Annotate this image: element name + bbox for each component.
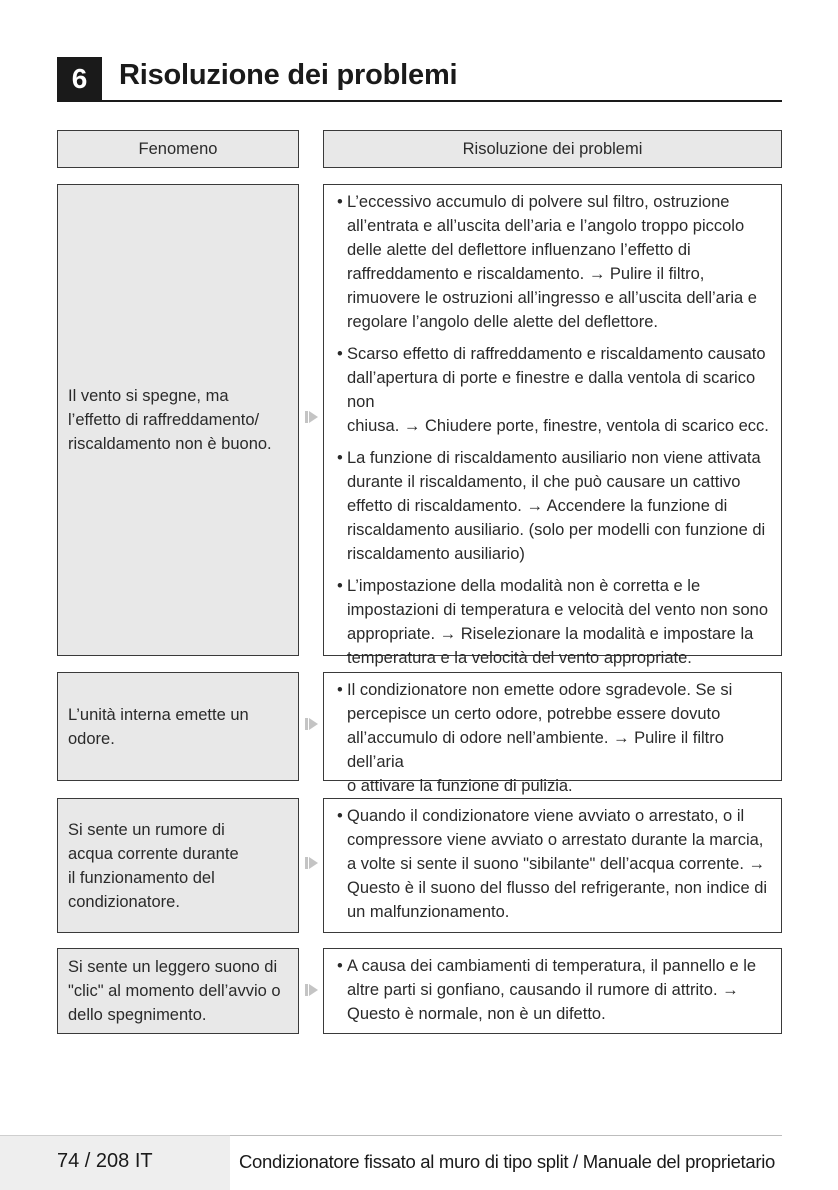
phenomenon-cell: [57, 184, 299, 656]
play-arrow-icon: [305, 410, 319, 424]
phenomenon-text: [68, 185, 286, 655]
text-line: a volte si sente il suono "sibilante" dell’acqua corrente. →: [347, 855, 766, 873]
text-line: dello spegnimento.: [68, 1006, 207, 1024]
text-line: Questo è normale, non è un difetto.: [347, 1005, 606, 1023]
text-line: un malfunzionamento.: [347, 903, 510, 921]
text-line: • Scarso effetto di raffreddamento e riscaldamento causato: [347, 345, 766, 363]
solution-item: [337, 954, 773, 1026]
text-line: all’accumulo di odore nell’ambiente. → Pulire il filtro dell’aria: [347, 729, 724, 771]
page-number: 74 / 208 IT: [57, 1150, 153, 1172]
play-arrow-icon: [305, 717, 319, 731]
text-line: l’effetto di raffreddamento/: [68, 411, 260, 429]
text-line: Si sente un leggero suono di: [68, 958, 278, 976]
text-line: compressore viene avviato o arrestato durante la marcia,: [347, 831, 764, 849]
solution-item: [337, 678, 773, 798]
play-arrow-icon: [305, 856, 319, 870]
text-line: percepisce un certo odore, potrebbe essere dovuto: [347, 705, 721, 723]
text-line: odore.: [68, 729, 115, 748]
phenomenon-text: [68, 949, 286, 1033]
text-line: impostazioni di temperatura e velocità del vento non sono: [347, 601, 768, 619]
phenomenon-cell: [57, 798, 299, 933]
text-line: appropriate. → Riselezionare la modalità e impostare la: [347, 625, 754, 643]
play-arrow-icon: [305, 983, 319, 997]
solution-cell: [323, 672, 782, 795]
text-line: o attivare la funzione di pulizia.: [347, 777, 573, 795]
footer-document-title: Condizionatore fissato al muro di tipo split / Manuale del proprietario: [239, 1151, 776, 1172]
text-line: rimuovere le ostruzioni all’ingresso e all’uscita dell’aria e: [347, 289, 757, 307]
text-line: • Il condizionatore non emette odore sgradevole. Se si: [347, 681, 733, 699]
text-line: regolare l’angolo delle alette del deflettore.: [347, 313, 658, 331]
text-line: • L’impostazione della modalità non è corretta e le: [347, 577, 701, 595]
text-line: riscaldamento non è buono.: [68, 435, 272, 453]
solution-item: [337, 190, 773, 334]
text-line: altre parti si gonfiano, causando il rumore di attrito. →: [347, 981, 739, 999]
chapter-number: 6: [57, 57, 102, 100]
text-line: raffreddamento e riscaldamento. → Pulire il filtro,: [347, 265, 705, 283]
page-title: Risoluzione dei problemi: [119, 59, 458, 91]
text-line: riscaldamento ausiliario. (solo per modelli con funzione di: [347, 521, 766, 539]
text-line: L’unità interna emette un: [68, 705, 249, 724]
chapter-header: [57, 57, 782, 102]
phenomenon-text: [68, 799, 286, 932]
text-line: effetto di riscaldamento. → Accendere la funzione di: [347, 497, 728, 515]
text-line: dall’apertura di porte e finestre e dalla ventola di scarico non: [347, 369, 756, 411]
text-line: condizionatore.: [68, 892, 180, 911]
text-line: "clic" al momento dell’avvio o: [68, 982, 281, 1000]
text-line: durante il riscaldamento, il che può causare un cattivo: [347, 473, 741, 491]
solution-item: [337, 446, 773, 566]
phenomenon-cell: [57, 672, 299, 781]
text-line: il funzionamento del: [68, 868, 215, 887]
footer-divider: [230, 1135, 782, 1136]
text-line: Questo è il suono del flusso del refrigerante, non indice di: [347, 879, 768, 897]
solution-item: [337, 342, 773, 438]
text-line: acqua corrente durante: [68, 844, 239, 863]
text-line: Si sente un rumore di: [68, 820, 225, 839]
column-header-solution: Risoluzione dei problemi: [323, 130, 782, 168]
text-line: chiusa. → Chiudere porte, finestre, ventola di scarico ecc.: [347, 417, 769, 435]
solution-cell: [323, 798, 782, 933]
solution-item: [337, 804, 773, 924]
solution-cell: [323, 184, 782, 667]
text-line: delle alette del deflettore influenzano l’effetto di: [347, 241, 691, 259]
solution-item: [337, 574, 773, 670]
column-header-phenomenon: Fenomeno: [57, 130, 299, 168]
text-line: riscaldamento ausiliario): [347, 545, 525, 563]
solution-cell: [323, 948, 782, 1034]
text-line: Il vento si spegne, ma: [68, 387, 229, 405]
text-line: all’entrata e all’uscita dell’aria e l’angolo troppo piccolo: [347, 217, 745, 235]
phenomenon-text: [68, 673, 286, 780]
text-line: • A causa dei cambiamenti di temperatura, il pannello e le: [347, 957, 757, 975]
phenomenon-cell: [57, 948, 299, 1034]
text-line: • L’eccessivo accumulo di polvere sul filtro, ostruzione: [347, 193, 730, 211]
text-line: temperatura e la velocità del vento appropriate.: [347, 649, 692, 667]
text-line: • La funzione di riscaldamento ausiliario non viene attivata: [347, 449, 761, 467]
text-line: • Quando il condizionatore viene avviato o arrestato, o il: [347, 807, 745, 825]
